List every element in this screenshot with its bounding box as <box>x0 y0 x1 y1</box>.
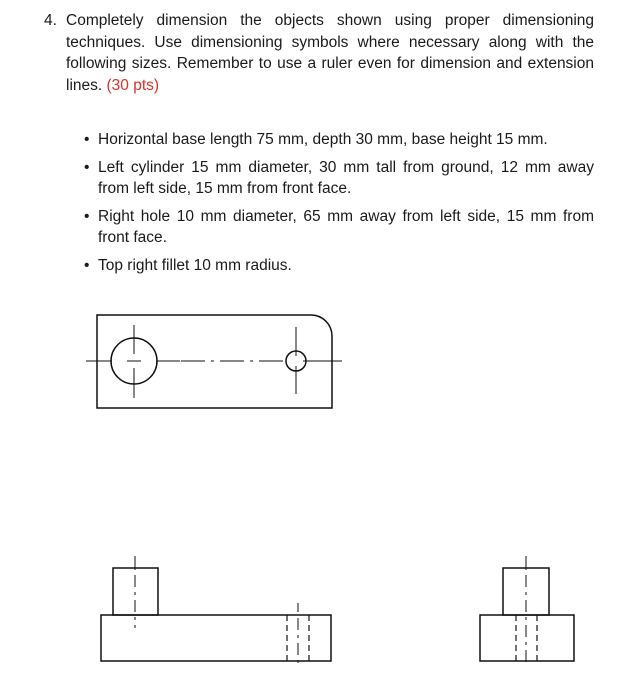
top-view-centerlines <box>86 325 342 398</box>
bullet-icon: • <box>84 131 90 148</box>
requirement-right-hole: Right hole 10 mm diameter, 65 mm away from left side, 15 mm from front face. <box>98 207 594 246</box>
side-view <box>480 556 574 666</box>
points-value: (30 pts) <box>106 76 160 94</box>
requirement-left-cylinder: Left cylinder 15 mm diameter, 30 mm tall from ground, 12 mm away from left side, 15 mm from front face. <box>98 158 594 197</box>
front-view-centerlines <box>135 556 298 666</box>
requirement-fillet: Top right fillet 10 mm radius. <box>98 256 292 274</box>
bullet-icon: • <box>84 158 90 176</box>
bullet-icon: • <box>84 256 90 274</box>
front-view <box>101 556 331 666</box>
problem-number: 4. <box>44 12 57 29</box>
bullet-icon: • <box>84 207 90 225</box>
side-base-rect <box>480 615 574 661</box>
problem-instructions: Completely dimension the objects shown using proper dimensioning techniques. Use dimensioning symbols where necessary along with the following sizes. Remember to use a ruler even for dimension and extension lines. <box>66 12 594 94</box>
front-base-rect <box>101 615 331 661</box>
top-view <box>86 315 342 408</box>
requirement-base-size: Horizontal base length 75 mm, depth 30 mm, base height 15 mm. <box>98 131 548 148</box>
